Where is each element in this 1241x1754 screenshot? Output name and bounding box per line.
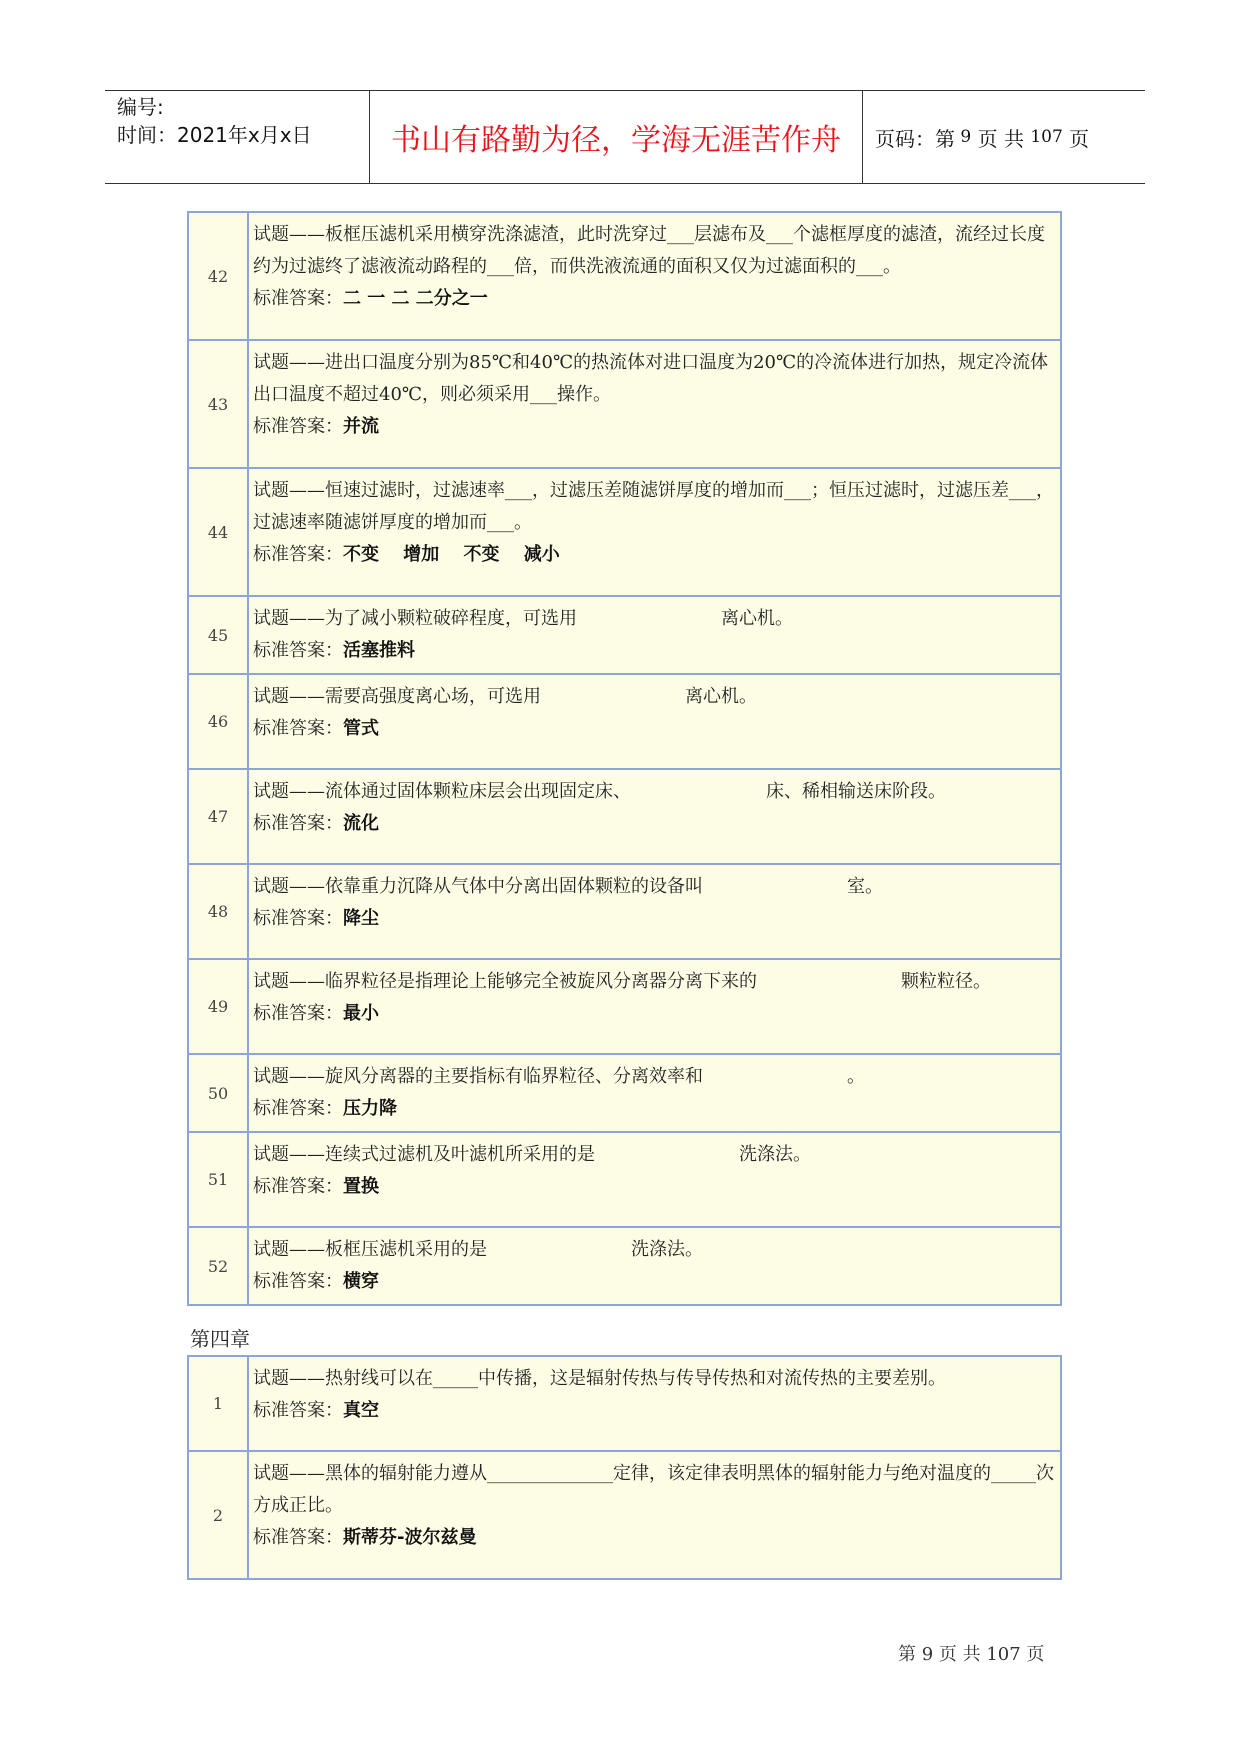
question-cell — [248, 468, 1061, 596]
question-cell — [248, 1356, 1061, 1451]
header-motto: 书山有路勤为径，学海无涯苦作舟 — [391, 123, 841, 158]
header-meta — [117, 93, 312, 149]
answer-line — [253, 1522, 1058, 1554]
question-cell — [248, 1451, 1061, 1579]
question-number: 45 — [188, 596, 248, 674]
chapter-title: 第四章 — [190, 1327, 250, 1351]
table-row — [188, 1054, 1061, 1132]
answer-text: 活塞推料 — [343, 640, 415, 661]
table-row — [188, 468, 1061, 596]
answer-line — [253, 808, 1058, 840]
answer-label: 标准答案： — [253, 1527, 343, 1548]
question-cell — [248, 864, 1061, 959]
question-cell — [248, 1054, 1061, 1132]
header-divider — [862, 91, 863, 183]
answer-line — [253, 539, 1058, 571]
table-row — [188, 212, 1061, 340]
question-text: 试题——进出口温度分别为85℃和40℃的热流体对进口温度为20℃的冷流体进行加热，规定冷流体出口温度不超过40℃，则必须采用___操作。 — [253, 352, 1049, 405]
answer-line — [253, 713, 1058, 745]
table-row — [188, 340, 1061, 468]
question-text: 试题——流体通过固体颗粒床层会出现固定床、 床、稀相输送床阶段。 — [253, 781, 946, 802]
header-page-info — [875, 91, 1089, 183]
table-row — [188, 596, 1061, 674]
question-text: 试题——旋风分离器的主要指标有临界粒径、分离效率和 。 — [253, 1066, 865, 1087]
question-table-chapter4 — [187, 1355, 1062, 1580]
answer-line — [253, 1171, 1058, 1203]
question-number: 51 — [188, 1132, 248, 1227]
answer-label: 标准答案： — [253, 908, 343, 929]
answer-line — [253, 998, 1058, 1030]
answer-label: 标准答案： — [253, 1400, 343, 1421]
table-row — [188, 864, 1061, 959]
question-cell — [248, 212, 1061, 340]
answer-text: 置换 — [343, 1176, 379, 1197]
answer-label: 标准答案： — [253, 288, 343, 309]
question-cell — [248, 596, 1061, 674]
answer-text: 降尘 — [343, 908, 379, 929]
answer-line — [253, 1395, 1058, 1427]
question-number: 2 — [188, 1451, 248, 1579]
answer-label: 标准答案： — [253, 813, 343, 834]
answer-line — [253, 411, 1058, 443]
question-text: 试题——依靠重力沉降从气体中分离出固体颗粒的设备叫 室。 — [253, 876, 883, 897]
answer-label: 标准答案： — [253, 416, 343, 437]
question-number: 1 — [188, 1356, 248, 1451]
question-number: 44 — [188, 468, 248, 596]
question-number: 42 — [188, 212, 248, 340]
answer-text: 不变 增加 不变 减小 — [343, 544, 560, 565]
question-text: 试题——板框压滤机采用的是 洗涤法。 — [253, 1239, 703, 1260]
answer-label: 标准答案： — [253, 1003, 343, 1024]
question-text: 试题——黑体的辐射能力遵从______________定律，该定律表明黑体的辐射能力与绝对温度的_____次方成正比。 — [253, 1463, 1054, 1516]
question-number: 52 — [188, 1227, 248, 1305]
answer-line — [253, 903, 1058, 935]
page-label: 页码：第 — [875, 126, 955, 151]
answer-text: 斯蒂芬-波尔兹曼 — [343, 1527, 477, 1548]
answer-line — [253, 283, 1058, 315]
answer-line — [253, 635, 1058, 667]
question-text: 试题——连续式过滤机及叶滤机所采用的是 洗涤法。 — [253, 1144, 811, 1165]
table-row — [188, 769, 1061, 864]
table-row — [188, 1227, 1061, 1305]
question-text: 试题——热射线可以在_____中传播，这是辐射传热与传导传热和对流传热的主要差别。 — [253, 1368, 946, 1389]
question-text: 试题——恒速过滤时，过滤速率___，过滤压差随滤饼厚度的增加而___；恒压过滤时，过滤压差___，过滤速率随滤饼厚度的增加而___。 — [253, 480, 1054, 533]
question-text: 试题——为了减小颗粒破碎程度，可选用 离心机。 — [253, 608, 793, 629]
question-table-chapter3 — [187, 211, 1062, 1306]
question-text: 试题——板框压滤机采用横穿洗涤滤渣，此时洗穿过___层滤布及___个滤框厚度的滤渣，流经过长度约为过滤终了滤液流动路程的___倍，而供洗液流通的面积又仅为过滤面积的___。 — [253, 224, 1045, 277]
answer-text: 最小 — [343, 1003, 379, 1024]
question-number: 49 — [188, 959, 248, 1054]
question-text: 试题——临界粒径是指理论上能够完全被旋风分离器分离下来的 颗粒粒径。 — [253, 971, 991, 992]
answer-line — [253, 1266, 1058, 1298]
question-cell — [248, 1132, 1061, 1227]
page-number: 9 — [960, 127, 972, 147]
answer-text: 并流 — [343, 416, 379, 437]
page-header — [105, 90, 1145, 184]
answer-label: 标准答案： — [253, 544, 343, 565]
question-number: 48 — [188, 864, 248, 959]
question-cell — [248, 340, 1061, 468]
answer-line — [253, 1093, 1058, 1125]
answer-text: 二 一 二 二分之一 — [343, 288, 488, 309]
question-number: 50 — [188, 1054, 248, 1132]
answer-label: 标准答案： — [253, 718, 343, 739]
question-cell — [248, 769, 1061, 864]
question-number: 43 — [188, 340, 248, 468]
answer-label: 标准答案： — [253, 1098, 343, 1119]
page-end-label: 页 — [1069, 126, 1090, 151]
answer-text: 真空 — [343, 1400, 379, 1421]
document-number-label: 编号: — [117, 95, 164, 119]
answer-text: 横穿 — [343, 1271, 379, 1292]
question-cell — [248, 1227, 1061, 1305]
question-number: 46 — [188, 674, 248, 769]
table-row — [188, 1451, 1061, 1579]
table-row — [188, 1132, 1061, 1227]
table-row — [188, 1356, 1061, 1451]
answer-text: 压力降 — [343, 1098, 397, 1119]
answer-text: 管式 — [343, 718, 379, 739]
answer-label: 标准答案： — [253, 1176, 343, 1197]
answer-text: 流化 — [343, 813, 379, 834]
answer-label: 标准答案： — [253, 1271, 343, 1292]
document-time-label: 时间：2021年x月x日 — [117, 123, 312, 147]
page-footer: 第 9 页 共 107 页 — [898, 1644, 1045, 1665]
table-row — [188, 674, 1061, 769]
question-cell — [248, 674, 1061, 769]
answer-label: 标准答案： — [253, 640, 343, 661]
question-number: 47 — [188, 769, 248, 864]
question-text: 试题——需要高强度离心场，可选用 离心机。 — [253, 686, 757, 707]
page-total: 107 — [1030, 127, 1063, 147]
table-row — [188, 959, 1061, 1054]
question-cell — [248, 959, 1061, 1054]
page-mid-label: 页 共 — [977, 126, 1024, 151]
